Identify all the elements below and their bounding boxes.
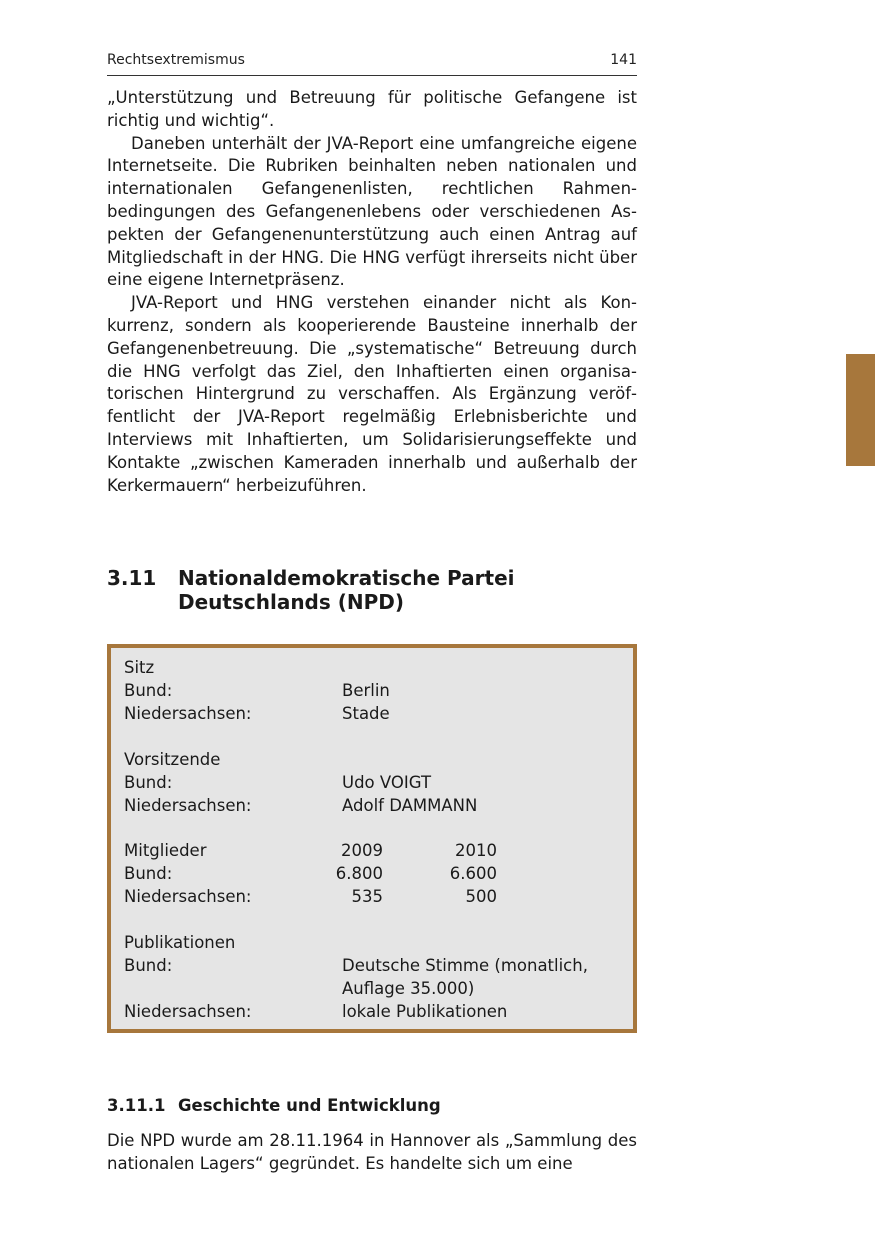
publikationen-bund-value-line2: Auflage 35.000) [342, 979, 475, 998]
publikationen-nds-value: lokale Publikationen [342, 1002, 508, 1021]
mitglieder-bund-2009: 6.800 [335, 864, 383, 883]
publikationen-heading: Publikationen [124, 933, 236, 952]
publikationen-bund-label: Bund: [124, 956, 173, 975]
vorsitzende-nds-label: Niedersachsen: [124, 796, 252, 815]
mitglieder-year-2009: 2009 [341, 841, 383, 860]
publikationen-bund-value-line1: Deutsche Stimme (monatlich, [342, 956, 588, 975]
mitglieder-nds-label: Niedersachsen: [124, 887, 252, 906]
section-title-line1: Nationaldemokratische Partei [178, 566, 515, 590]
vorsitzende-heading: Vorsitzende [124, 750, 221, 769]
party-info-box [107, 644, 637, 1033]
publikationen-nds-label: Niedersachsen: [124, 1002, 252, 1021]
sitz-bund-label: Bund: [124, 681, 173, 700]
paragraph-website: Daneben unterhält der JVA-Report eine umfangreiche eigene Internetseite. Die Rubriken beinhalten neben nationalen und internationalen Gefangenenlisten, rechtlichen Rahmenbedingungen des Gefangenenlebens oder verschiedenen Aspekten der Gefangenenunterstützung auch einen Antrag auf Mitgliedschaft in der HNG. Die HNG verfügt ihrerseits nicht über eine eigene Internetpräsenz. [107, 133, 637, 290]
mitglieder-bund-2010: 6.600 [449, 864, 497, 883]
paragraph-quote-end: „Unterstützung und Betreuung für politische Gefangene ist richtig und wichtig“. [107, 88, 637, 130]
running-head [107, 52, 637, 68]
vorsitzende-bund-value: Udo VOIGT [342, 773, 432, 792]
mitglieder-heading: Mitglieder [124, 841, 207, 860]
bottom-text-block [107, 1130, 637, 1176]
mitglieder-bund-label: Bund: [124, 864, 173, 883]
mitglieder-nds-2009: 535 [351, 887, 383, 906]
section-title-line2: Deutschlands (NPD) [178, 590, 405, 614]
running-title: Rechtsextremismus [107, 52, 245, 68]
sitz-nds-label: Niedersachsen: [124, 704, 252, 723]
paragraph-cooperation: JVA-Report und HNG verstehen einander nicht als Konkurrenz, sondern als kooperierende Bausteine innerhalb der Gefangenenbetreuung. Die „systematische“ Betreuung durch die HNG verfolgt das Ziel, den Inhaftierten einen organisatorischen Hintergrund zu verschaffen. Als Ergänzung veröffentlicht der JVA-Report regelmäßig Erlebnisberichte und Interviews mit Inhaftierten, um Solidarisierungseffekte und Kontakte „zwischen Kameraden innerhalb und außerhalb der Kerkermauern“ herbeizuführen. [107, 293, 637, 495]
section-number: 3.11 [107, 566, 157, 590]
paragraph-npd-founding: Die NPD wurde am 28.11.1964 in Hannover als „Sammlung des nationalen Lagers“ gegründet. Es handelte sich um eine [107, 1131, 637, 1173]
mitglieder-year-2010: 2010 [455, 841, 497, 860]
vorsitzende-bund-label: Bund: [124, 773, 173, 792]
vorsitzende-nds-value: Adolf DAMMANN [342, 796, 478, 815]
sitz-heading: Sitz [124, 658, 155, 677]
header-rule [107, 75, 637, 76]
subsection-title: Geschichte und Entwicklung [178, 1096, 441, 1115]
sitz-bund-value: Berlin [342, 681, 390, 700]
chapter-thumb-tab [846, 354, 875, 466]
top-text-block [107, 87, 637, 497]
subsection-number: 3.11.1 [107, 1096, 166, 1115]
sitz-nds-value: Stade [342, 704, 390, 723]
page-number: 141 [610, 52, 637, 68]
mitglieder-nds-2010: 500 [465, 887, 497, 906]
